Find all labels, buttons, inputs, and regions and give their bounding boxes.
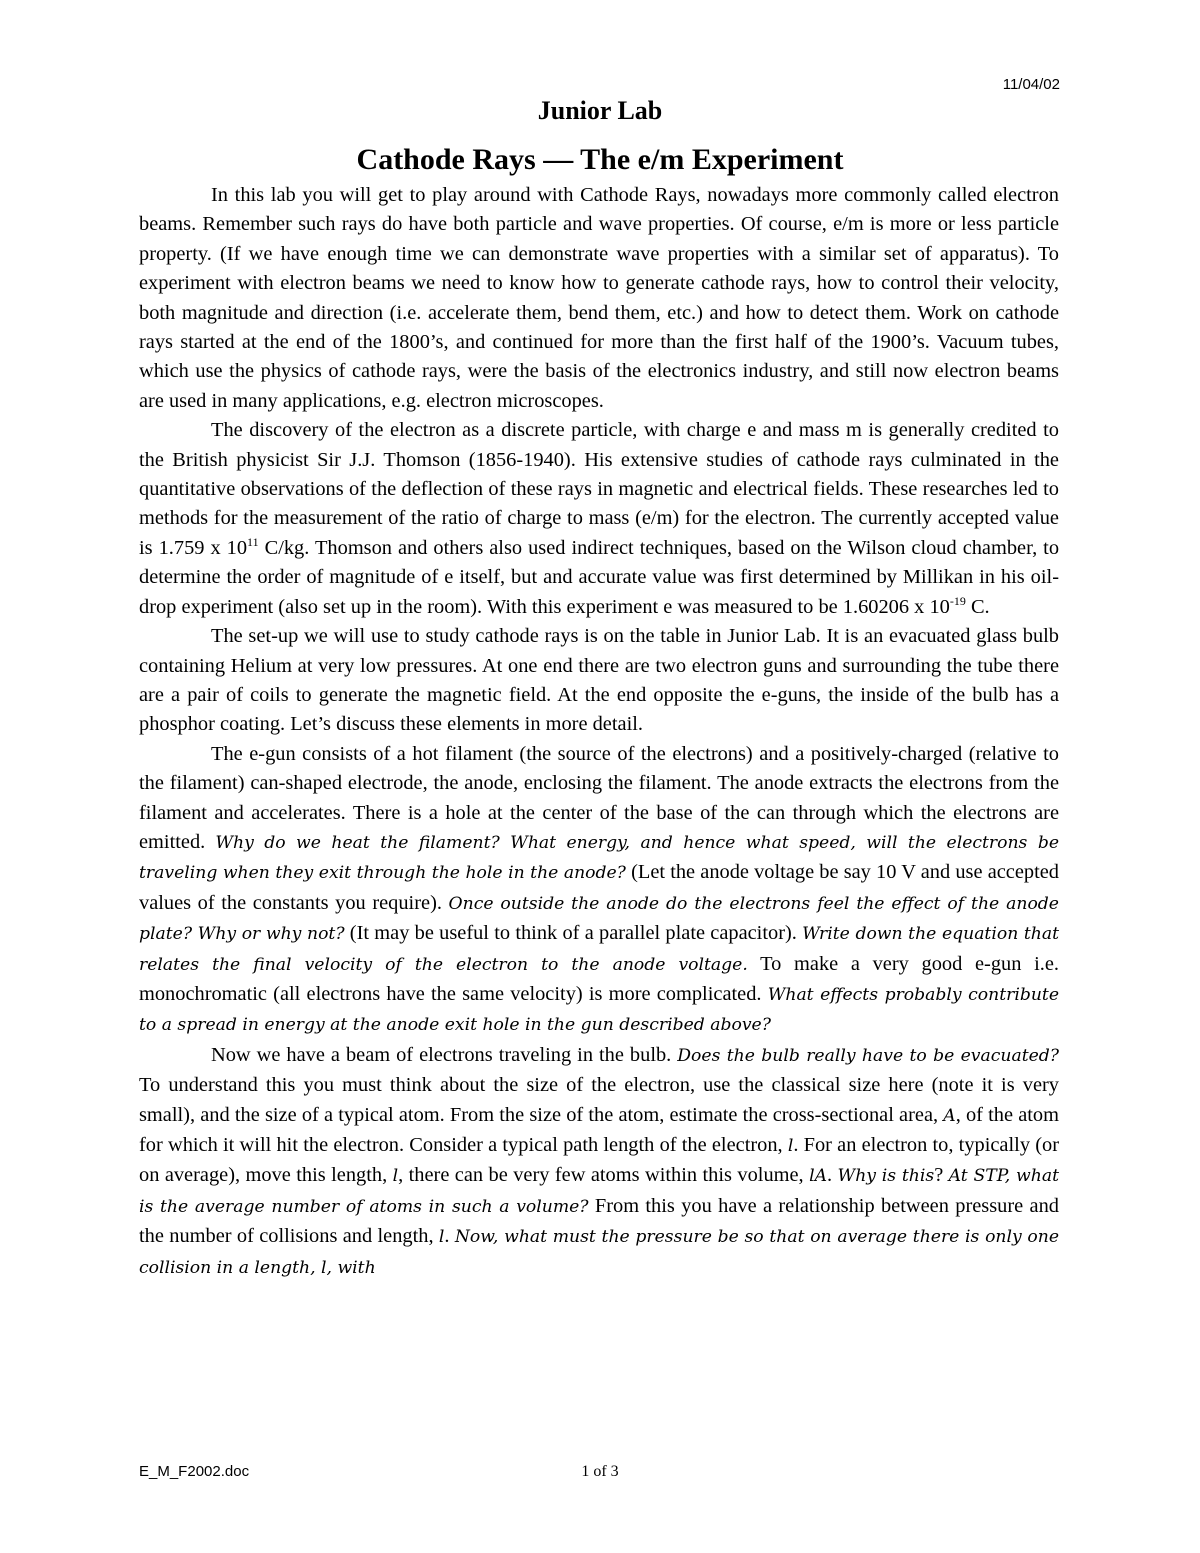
text-run: The e-gun consists of a hot filament (the source of the electrons) and a positively-charged (relative to the filament) can-shaped electrode, the anode, enclosing the filament. The anode extracts the electrons from the filament and accelerates. There is a hole at the center of the base of the can through which the electrons are emitted. bbox=[139, 742, 1059, 853]
footer-filename: E_M_F2002.doc bbox=[139, 1463, 250, 1480]
text-run: . bbox=[444, 1225, 455, 1248]
text-run: The discovery of the electron as a discrete particle, with charge e and mass m is generally credited to the British physicist Sir J.J. Thomson (1856-1940). His extensive studies of cathode rays culminated in the quantitative observations of the deflection of these rays in magnetic and electrical fields. These researches led to methods for the measurement of the ratio of charge to mass (e/m) for the electron. The currently accepted value is 1.759 x 10 bbox=[139, 419, 1059, 559]
paragraph-discovery bbox=[139, 416, 1059, 622]
text-run: ? bbox=[934, 1164, 949, 1187]
text-run: C/kg. Thomson and others also used indirect techniques, based on the Wilson cloud chamber, to determine the order of magnitude of e itself, but and accurate value was first determined by Millikan in his oil-drop experiment (also set up in the room). With this experiment e was measured to be 1.60206 x 10 bbox=[139, 536, 1060, 618]
document-body bbox=[139, 181, 1059, 1283]
text-run: , of the atom for which it will hit the electron. Consider a typical path length of the electron, bbox=[139, 1103, 1059, 1156]
question-text: Now, what must the pressure be so that on average there is only one collision in a length, l, with bbox=[139, 1227, 1059, 1278]
text-run: From this you have a relationship between pressure and the number of collisions and length, bbox=[139, 1194, 1059, 1248]
superscript: -19 bbox=[949, 593, 966, 608]
question-text: Once outside the anode do the electrons feel the effect of the anode plate? Why or why not? bbox=[139, 893, 1059, 945]
question-text: Why do we heat the filament? What energy, and hence what speed, will the electrons be traveling when they exit through the hole in the anode? bbox=[139, 832, 1059, 884]
superscript: 11 bbox=[247, 534, 259, 549]
text-run: To understand this you must think about the size of the electron, use the classical size here (note it is very small), and the size of a typical atom. From the size of the atom, estimate the cross-sectional area, bbox=[139, 1074, 1059, 1126]
text-run: Now we have a beam of electrons traveling in the bulb. bbox=[211, 1043, 678, 1066]
paragraph-bulb bbox=[139, 1041, 1059, 1283]
variable-text: A bbox=[943, 1105, 956, 1126]
text-run: C. bbox=[965, 595, 990, 618]
variable-text: l bbox=[392, 1166, 399, 1187]
paragraph-setup: The set-up we will use to study cathode rays is on the table in Junior Lab. It is an evacuated glass bulb containing Helium at very low pressures. At one end there are two electron guns and surrounding the tube there are a pair of coils to generate the magnetic field. At the end opposite the e-guns, the inside of the bulb has a phosphor coating. Let’s discuss these elements in more detail. bbox=[139, 625, 1059, 736]
paragraph-intro: In this lab you will get to play around with Cathode Rays, nowadays more commonly called electron beams. Remember such rays do have both particle and wave properties. Of course, e/m is more or less particle property. (If we have enough time we can demonstrate wave properties with a similar set of apparatus). To experiment with electron beams we need to know how to generate cathode rays, how to control their velocity, both magnitude and direction (i.e. accelerate them, bend them, etc.) and how to detect them. Work on cathode rays started at the end of the 1800’s, and continued for more than the first half of the 1900’s. Vacuum tubes, which use the physics of cathode rays, were the basis of the electronics industry, and still now electron beams are used in many applications, e.g. electron microscopes. bbox=[139, 184, 1059, 412]
variable-text: l bbox=[787, 1136, 794, 1156]
document-date: 11/04/02 bbox=[1002, 76, 1060, 93]
text-run: (It may be useful to think of a parallel plate capacitor). bbox=[344, 922, 803, 945]
document-subtitle: Cathode Rays — The e/m Experiment bbox=[356, 143, 844, 176]
text-run: . bbox=[827, 1164, 838, 1187]
question-text: At STP, what is the average number of atoms in such a volume? bbox=[139, 1166, 1059, 1217]
footer-page-number: 1 of 3 bbox=[581, 1463, 619, 1480]
question-text: Why is this bbox=[837, 1166, 935, 1187]
variable-text: lA bbox=[809, 1166, 828, 1187]
variable-text: l bbox=[438, 1227, 445, 1248]
question-text: What effects probably contribute to a spread in energy at the anode exit hole in the gun described above? bbox=[139, 984, 1059, 1036]
text-run: . For an electron to, typically (or on average), move this length, bbox=[139, 1134, 1059, 1187]
text-run: (Let the anode voltage be say 10 V and use accepted values of the constants you require). bbox=[139, 861, 1059, 914]
text-run: To make a very good e-gun i.e. monochromatic (all electrons have the same velocity) is more complicated. bbox=[139, 952, 1059, 1005]
question-text: Write down the equation that relates the final velocity of the electron to the anode voltage. bbox=[139, 924, 1060, 975]
paragraph-egun bbox=[139, 740, 1059, 1041]
document-title: Junior Lab bbox=[537, 96, 663, 125]
text-run: , there can be very few atoms within this volume, bbox=[398, 1164, 810, 1187]
question-text: Does the bulb really have to be evacuated? bbox=[677, 1045, 1059, 1066]
